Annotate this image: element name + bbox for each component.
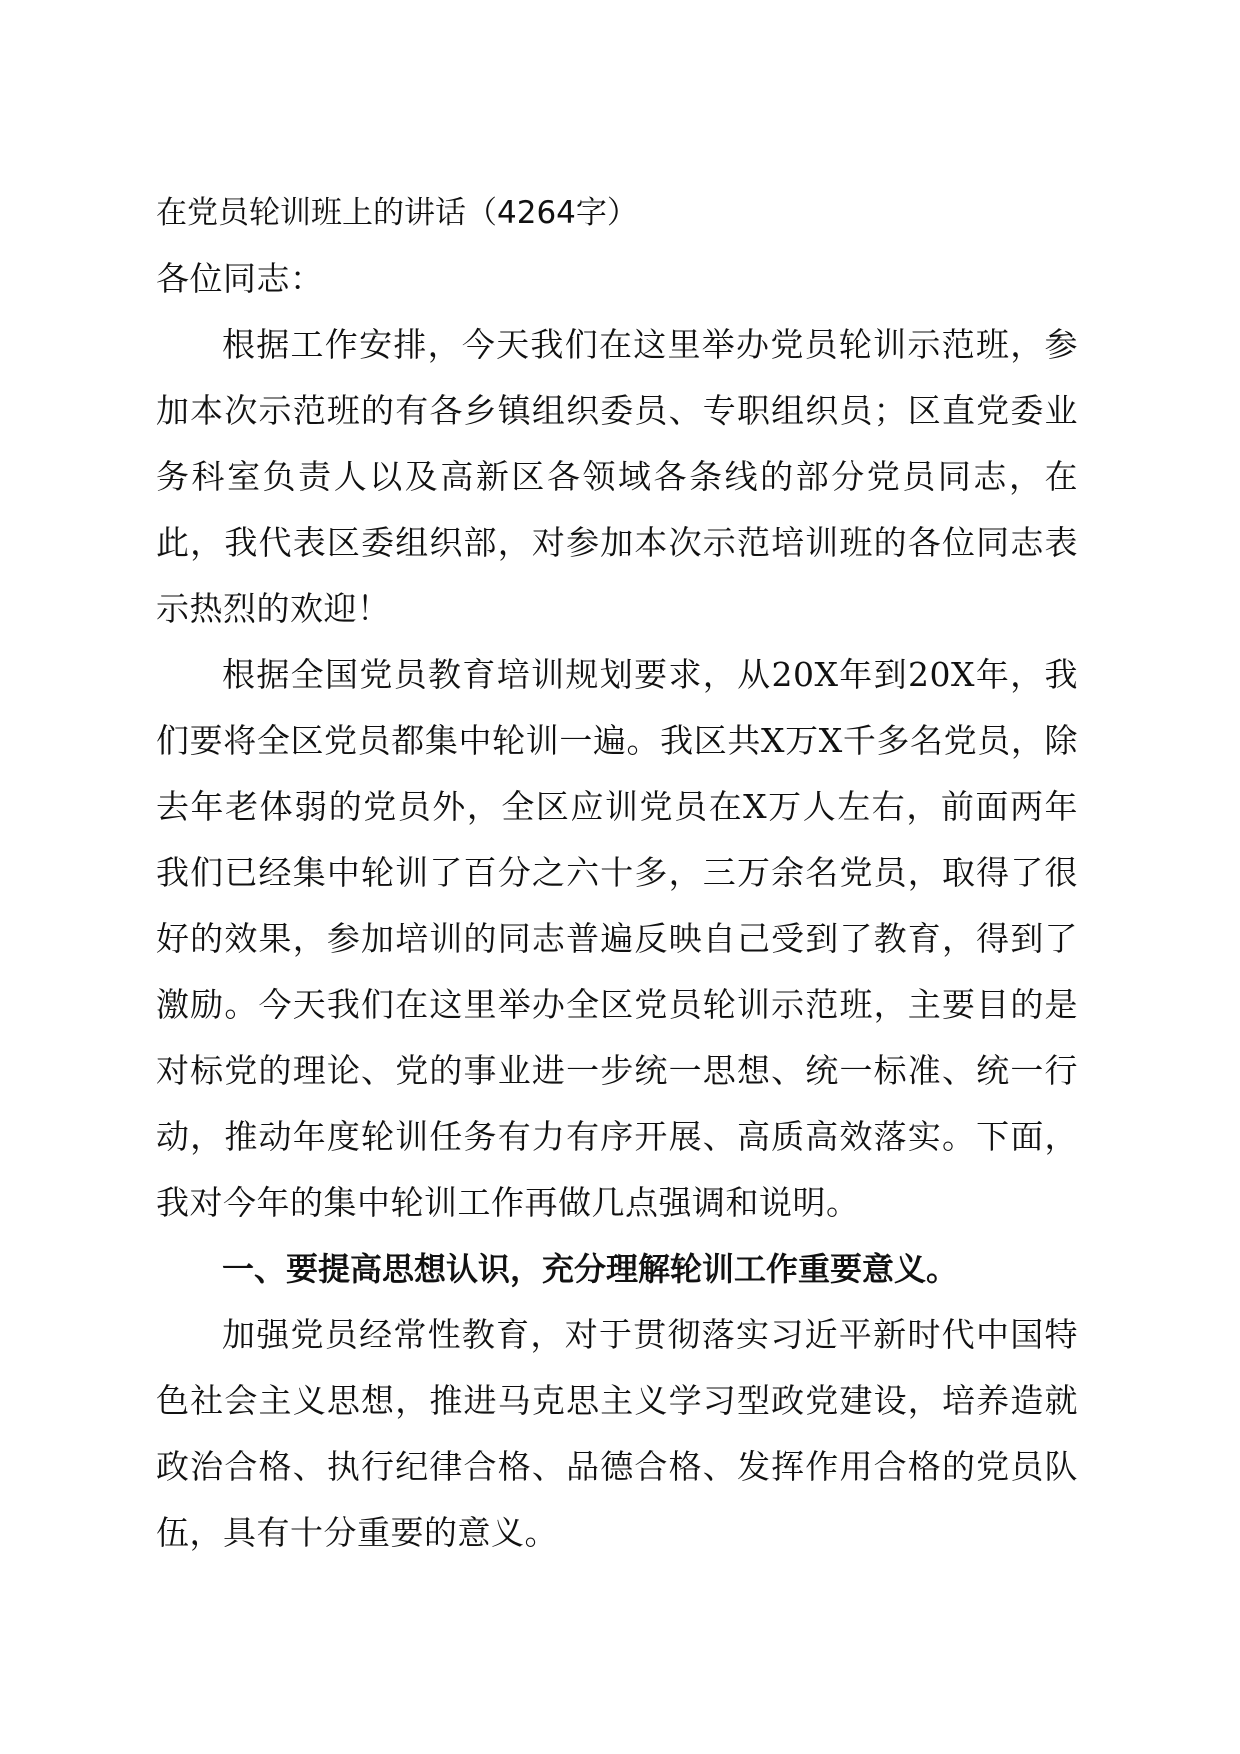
document-title: 在党员轮训班上的讲话（4264字） bbox=[156, 195, 638, 231]
paragraph-significance: 加强党员经常性教育，对于贯彻落实习近平新时代中国特色社会主义思想，推进马克思主义学习型政党建设，培养造就政治合格、执行纪律合格、品德合格、发挥作用合格的党员队伍，具有十分重要的意义。 bbox=[156, 1315, 1078, 1552]
salutation: 各位同志： bbox=[156, 259, 324, 298]
document-body bbox=[156, 188, 1078, 1566]
section-heading: 一、要提高思想认识，充分理解轮训工作重要意义。 bbox=[222, 1250, 959, 1288]
paragraph-training-plan: 根据全国党员教育培训规划要求，从20X年到20X年，我们要将全区党员都集中轮训一遍。我区共X万X千多名党员，除去年老体弱的党员外，全区应训党员在X万人左右，前面两年我们已经集中轮训了百分之六十多，三万余名党员，取得了很好的效果，参加培训的同志普遍反映自己受到了教育，得到了激励。今天我们在这里举办全区党员轮训示范班，主要目的是对标党的理论、党的事业进一步统一思想、统一标准、统一行动，推动年度轮训任务有力有序开展、高质高效落实。下面，我对今年的集中轮训工作再做几点强调和说明。 bbox=[156, 655, 1078, 1222]
paragraph-welcome: 根据工作安排，今天我们在这里举办党员轮训示范班，参加本次示范班的有各乡镇组织委员、专职组织员；区直党委业务科室负责人以及高新区各领域各条线的部分党员同志，在此，我代表区委组织部，对参加本次示范培训班的各位同志表示热烈的欢迎！ bbox=[156, 325, 1078, 628]
